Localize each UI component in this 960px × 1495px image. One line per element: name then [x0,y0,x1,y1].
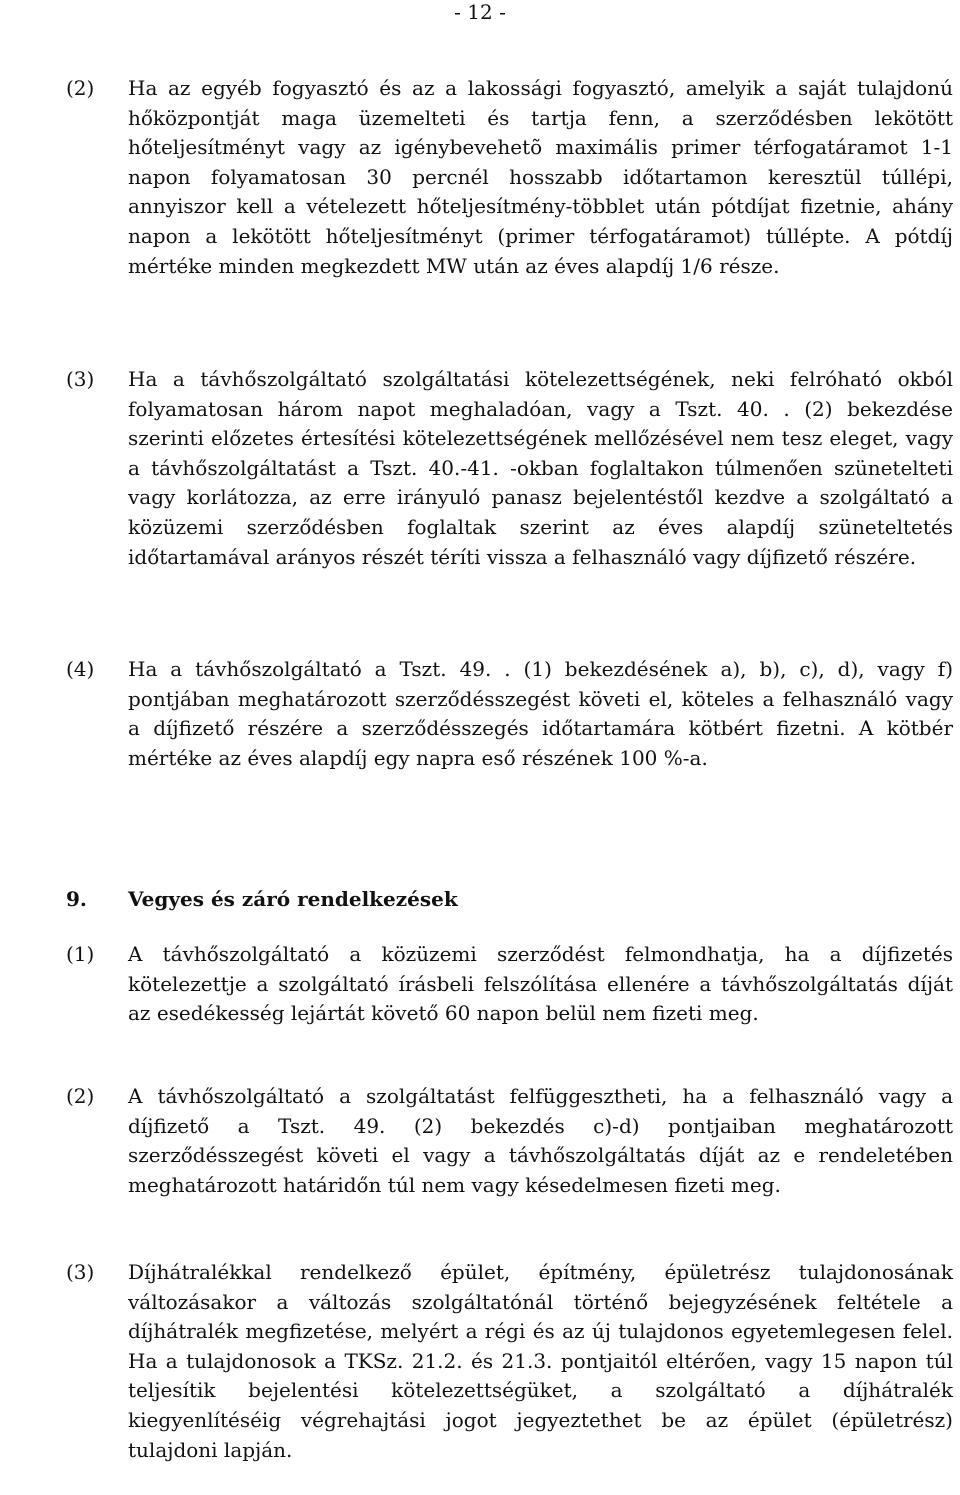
paragraph-text: Ha a távhőszolgáltató szolgáltatási kötelezettségének, neki felróható okból folyamatosan három napot meghaladóan, vagy a Tszt. 40. . (2) bekezdése szerinti előzetes értesítési kötelezettségének mellőzésével nem tesz eleget, vagy a távhőszolgáltatást a Tszt. 40.-41. -okban foglaltakon túlmenően szünetelteti vagy korlátozza, az erre irányuló panasz bejelentéstől kezdve a szolgáltató a közüzemi szerződésben foglaltak szerint az éves alapdíj szüneteltetés időtartamával arányos részét téríti vissza a felhasználó vagy díjfizető részére. [128,367,953,569]
paragraph-3 [66,365,956,572]
paragraph-text: Ha a távhőszolgáltató a Tszt. 49. . (1) bekezdésének a), b), c), d), vagy f) pontjában meghatározott szerződésszegést követi el, köteles a felhasználó vagy a díjfizető részére a szerződésszegés időtartamára kötbért fizetni. A kötbér mértéke az éves alapdíj egy napra eső részének 100 %-a. [128,657,953,770]
paragraph-number: (2) [66,1084,95,1108]
paragraph-number: (2) [66,76,95,100]
paragraph-number: (4) [66,657,95,681]
paragraph-2 [66,74,956,281]
paragraph-number: (3) [66,1260,95,1284]
section-number: 9. [66,887,87,911]
paragraph-4 [66,655,956,773]
section-paragraph-3 [66,1258,956,1465]
page-number: - 12 - [454,0,506,24]
section-title: Vegyes és záró rendelkezések [128,887,458,911]
section-paragraph-1 [66,940,956,1029]
paragraph-number: (3) [66,367,95,391]
paragraph-number: (1) [66,942,95,966]
paragraph-text: Díjhátralékkal rendelkező épület, építmény, épületrész tulajdonosának változásakor a változás szolgáltatónál történő bejegyzésének feltétele a díjhátralék megfizetése, melyért a régi és az új tulajdonos egyetemlegesen felel. Ha a tulajdonosok a TKSz. 21.2. és 21.3. pontjaitól eltérően, vagy 15 napon túl teljesítik bejelentési kötelezettségüket, a szolgáltató a díjhátralék kiegyenlítéséig végrehajtási jogot jegyeztethet be az épület (épületrész) tulajdoni lapján. [128,1260,953,1462]
paragraph-text: A távhőszolgáltató a közüzemi szerződést felmondhatja, ha a díjfizetés kötelezettje a szolgáltató írásbeli felszólítása ellenére a távhőszolgáltatás díját az esedékesség lejártát követő 60 napon belül nem fizeti meg. [128,942,953,1026]
section-paragraph-2 [66,1082,956,1200]
paragraph-text: A távhőszolgáltató a szolgáltatást felfüggesztheti, ha a felhasználó vagy a díjfizető a Tszt. 49. (2) bekezdés c)-d) pontjaiban meghatározott szerződésszegést követi el vagy a távhőszolgáltatás díját az e rendeletében meghatározott határidőn túl nem vagy késedelmesen fizeti meg. [128,1084,953,1197]
paragraph-text: Ha az egyéb fogyasztó és az a lakossági fogyasztó, amelyik a saját tulajdonú hőközpontját maga üzemelteti és tartja fenn, a szerződésben lekötött hőteljesítményt vagy az igénybevehetõ maximális primer térfogatáramot 1-1 napon folyamatosan 30 percnél hosszabb időtartamon keresztül túllépi, annyiszor kell a vételezett hőteljesítmény-többlet után pótdíjat fizetnie, ahány napon a lekötött hőteljesítményt (primer térfogatáramot) túllépte. A pótdíj mértéke minden megkezdett MW után az éves alapdíj 1/6 része. [128,76,953,278]
